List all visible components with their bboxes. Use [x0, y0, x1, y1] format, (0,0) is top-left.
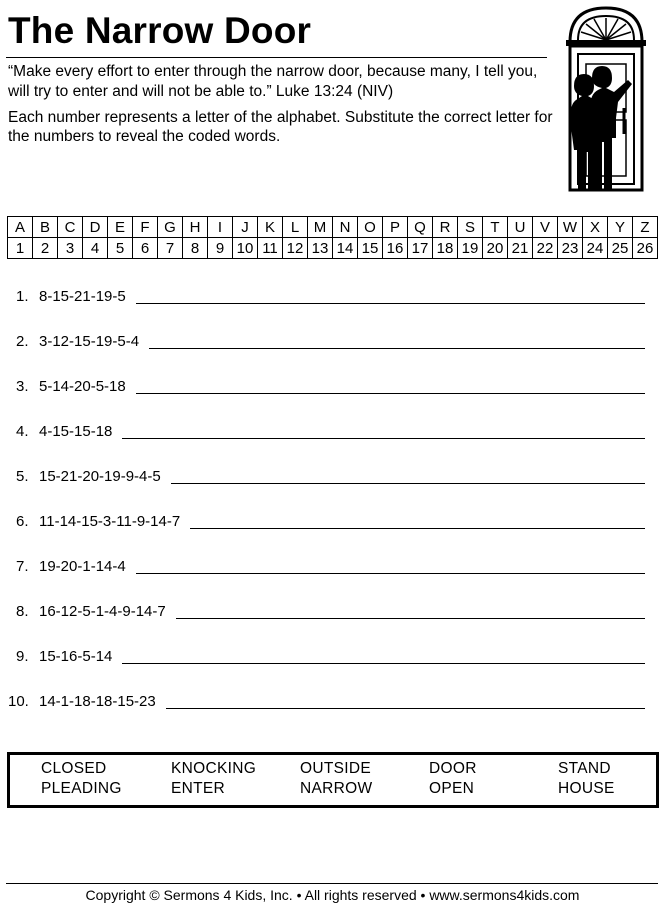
cipher-number-13: 13	[308, 238, 333, 259]
puzzle-row	[16, 642, 645, 666]
cipher-letter-e: E	[108, 217, 133, 238]
answer-line[interactable]	[190, 511, 645, 529]
cipher-number-8: 8	[183, 238, 208, 259]
cipher-number-row	[8, 238, 658, 259]
word-bank-item: ENTER	[171, 780, 226, 797]
cipher-letter-s: S	[458, 217, 483, 238]
answer-line[interactable]	[149, 331, 645, 349]
cipher-letter-w: W	[558, 217, 583, 238]
cipher-number-3: 3	[58, 238, 83, 259]
word-bank-item: KNOCKING	[171, 760, 257, 777]
cipher-number-26: 26	[633, 238, 658, 259]
puzzle-number: 1.	[16, 288, 29, 305]
cipher-number-23: 23	[558, 238, 583, 259]
scripture-verse: “Make every effort to enter through the narrow door, because many, I tell you, will try to enter and will not be able to.” Luke 13:24 (NIV)	[8, 63, 538, 100]
cipher-letter-q: Q	[408, 217, 433, 238]
answer-line[interactable]	[176, 601, 645, 619]
cipher-number-18: 18	[433, 238, 458, 259]
cipher-number-1: 1	[8, 238, 33, 259]
puzzle-row	[16, 417, 645, 441]
instructions: Each number represents a letter of the alphabet. Substitute the correct letter for the numbers to reveal the coded words.	[8, 109, 553, 145]
word-bank-item: NARROW	[300, 780, 373, 797]
coded-word: 4-15-15-18	[39, 423, 113, 440]
cipher-letter-u: U	[508, 217, 533, 238]
cipher-letter-y: Y	[608, 217, 633, 238]
cipher-letter-z: Z	[633, 217, 658, 238]
cipher-letter-g: G	[158, 217, 183, 238]
puzzle-number: 5.	[16, 468, 29, 485]
cipher-number-11: 11	[258, 238, 283, 259]
cipher-number-5: 5	[108, 238, 133, 259]
cipher-letter-n: N	[333, 217, 358, 238]
word-bank-item: PLEADING	[41, 780, 122, 797]
puzzle-number: 7.	[16, 558, 29, 575]
cipher-number-16: 16	[383, 238, 408, 259]
word-bank-item: OUTSIDE	[300, 760, 371, 777]
cipher-number-12: 12	[283, 238, 308, 259]
answer-line[interactable]	[136, 376, 645, 394]
answer-line[interactable]	[136, 556, 645, 574]
cipher-number-15: 15	[358, 238, 383, 259]
coded-word: 15-21-20-19-9-4-5	[39, 468, 161, 485]
puzzle-row	[16, 327, 645, 351]
puzzle-row	[16, 552, 645, 576]
puzzle-number: 3.	[16, 378, 29, 395]
puzzle-number: 4.	[16, 423, 29, 440]
cipher-letter-i: I	[208, 217, 233, 238]
answer-line[interactable]	[136, 286, 645, 304]
puzzle-row	[8, 687, 645, 711]
cipher-number-17: 17	[408, 238, 433, 259]
puzzle-number: 9.	[16, 648, 29, 665]
cipher-letter-r: R	[433, 217, 458, 238]
puzzle-row	[16, 507, 645, 531]
cipher-letter-p: P	[383, 217, 408, 238]
coded-word: 16-12-5-1-4-9-14-7	[39, 603, 166, 620]
cipher-number-22: 22	[533, 238, 558, 259]
cipher-letter-t: T	[483, 217, 508, 238]
cipher-letter-b: B	[33, 217, 58, 238]
answer-line[interactable]	[122, 421, 645, 439]
cipher-letter-j: J	[233, 217, 258, 238]
answer-line[interactable]	[171, 466, 645, 484]
cipher-letter-x: X	[583, 217, 608, 238]
word-bank	[7, 752, 659, 808]
coded-word: 5-14-20-5-18	[39, 378, 126, 395]
puzzle-row	[16, 282, 645, 306]
cipher-letter-c: C	[58, 217, 83, 238]
puzzle-number: 8.	[16, 603, 29, 620]
copyright-footer: Copyright © Sermons 4 Kids, Inc. • All rights reserved • www.sermons4kids.com	[85, 887, 580, 903]
cipher-number-14: 14	[333, 238, 358, 259]
cipher-letter-d: D	[83, 217, 108, 238]
cipher-letter-v: V	[533, 217, 558, 238]
word-bank-item: CLOSED	[41, 760, 107, 777]
puzzle-row	[16, 372, 645, 396]
coded-word: 14-1-18-18-15-23	[39, 693, 156, 710]
cipher-letter-row	[8, 217, 658, 238]
puzzle-number: 10.	[8, 693, 29, 710]
cipher-number-21: 21	[508, 238, 533, 259]
cipher-number-25: 25	[608, 238, 633, 259]
coded-word: 3-12-15-19-5-4	[39, 333, 140, 350]
door-silhouette-icon	[552, 4, 660, 192]
coded-word: 15-16-5-14	[39, 648, 113, 665]
footer-divider	[6, 883, 658, 884]
word-bank-item: HOUSE	[558, 780, 615, 797]
cipher-number-2: 2	[33, 238, 58, 259]
cipher-letter-o: O	[358, 217, 383, 238]
coded-word: 19-20-1-14-4	[39, 558, 126, 575]
puzzle-row	[16, 597, 645, 621]
word-bank-item: DOOR	[429, 760, 477, 777]
puzzle-row	[16, 462, 645, 486]
cipher-letter-h: H	[183, 217, 208, 238]
word-bank-item: STAND	[558, 760, 611, 777]
title-divider	[6, 57, 547, 58]
cipher-number-10: 10	[233, 238, 258, 259]
cipher-letter-l: L	[283, 217, 308, 238]
cipher-number-4: 4	[83, 238, 108, 259]
coded-word: 11-14-15-3-11-9-14-7	[39, 513, 181, 530]
cipher-number-19: 19	[458, 238, 483, 259]
cipher-letter-f: F	[133, 217, 158, 238]
puzzle-number: 2.	[16, 333, 29, 350]
cipher-letter-a: A	[8, 217, 33, 238]
cipher-number-9: 9	[208, 238, 233, 259]
page-title: The Narrow Door	[8, 10, 312, 51]
cipher-letter-k: K	[258, 217, 283, 238]
answer-line[interactable]	[166, 691, 645, 709]
cipher-number-7: 7	[158, 238, 183, 259]
cipher-key-table	[7, 216, 658, 259]
answer-line[interactable]	[122, 646, 645, 664]
puzzle-number: 6.	[16, 513, 29, 530]
cipher-number-24: 24	[583, 238, 608, 259]
cipher-number-6: 6	[133, 238, 158, 259]
coded-word: 8-15-21-19-5	[39, 288, 126, 305]
cipher-number-20: 20	[483, 238, 508, 259]
cipher-letter-m: M	[308, 217, 333, 238]
word-bank-item: OPEN	[429, 780, 475, 797]
